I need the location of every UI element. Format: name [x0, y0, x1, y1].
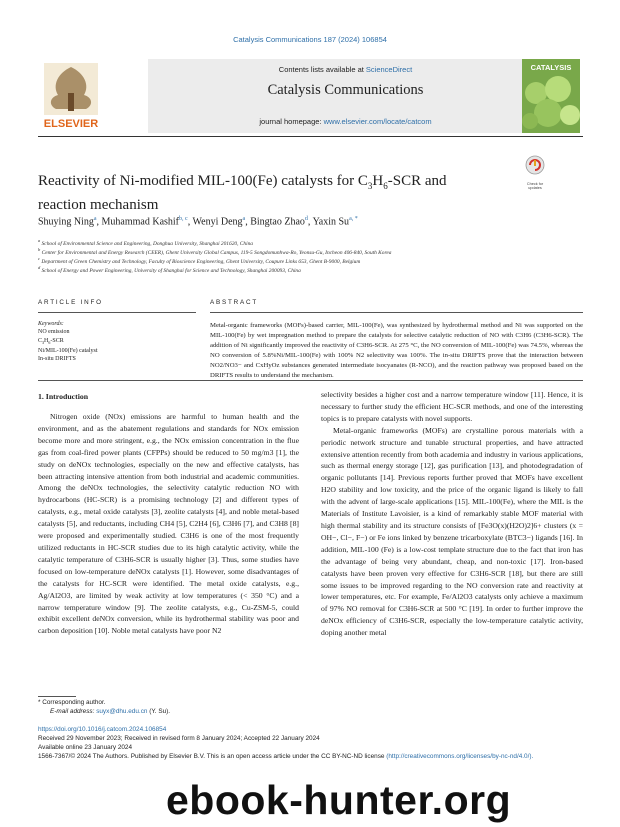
abstract-bottom-rule: [38, 380, 583, 381]
publisher-name: ELSEVIER: [43, 118, 99, 130]
keyword: $C_3H_6$-SCR: [38, 337, 64, 345]
abstract-text: Metal-organic frameworks (MOFs)-based carrier, MIL-100(Fe), was synthesized by hydrothermal method and Ni was supported on the MIL-100(Fe) by wet impregnation method to prepare the catalysts for selective catalytic reduction of NO with C3H6 (C3H6-SCR). The addition of Ni significantly improved the reactivity of C3H6-SCR. At 275 °C, the NO conversion of MIL-100(Fe) was 74.5%, whereas the NO conversion of 5.8%Ni/MIL-100(Fe) with 100% N2 selectivity was 100%. The in-situ DRIFTS prove that the interaction between NO2/NO3− and CxHyOz substances generated intermediate isocyanates (R-NCO), and the reaction pathway was proposed based on the DRIFTS results to understand the mechanism.: [210, 322, 583, 379]
paragraph: Nitrogen oxide (NOx) emissions are harmful to human health and the environment, and as the abatement regulations and standards for NOx emission become more and more stringent, e.g., the NOx emission concentration in the flue gas from coal-fired power plants (CFPPs) should be reduced to 50 mg/m3 [1], the study on deNOx technologies, especially on the new and effective catalysts, has been attracting intensive attention from both industrial and academic communities. Among the deNOx technologies, the selectivity catalytic reduction NO with hydrocarbons (HC-SCR) is a promising technology [2] and different types of catalysts, e.g., metal oxide catalysts [3], zeolite catalysts [4], and noble metal-based catalysts [5], and reductants, including CH4 [5], C2H4 [6], C3H6 [7], and C3H8 [8] were proposed and experimentally studied. C3H6 is one of the most frequently utilized reductants in HC-SCR studies due to its high catalytic activity, while the catalytic temperature of C3H6-SCR is usually higher [3]. Thus, some studies have focused on low-temperature deNOx catalysts [1]. However, some disadvantages of the catalysts for HC-SCR were identified. The metal oxide catalysts, e.g., Ag/Al2O3, are limited by weak activity at low temperatures (< 350 °C) and a narrow temperature window [9]. The zeolite catalysts, e.g., Cu-ZSM-5, could exhibit excellent deNOx conversion, while its hydrothermal stability was poor and carbon deposition [10]. Noble metal catalysts have poor N2: [38, 412, 299, 636]
author-name: Wenyi Deng: [192, 216, 243, 228]
journal-info-box: [148, 59, 543, 133]
keywords-block: [38, 320, 178, 364]
footnote-rule: [38, 696, 76, 697]
affiliation: $^b$ Center for Environmental and Energy Research (CEER), Ghent University Global Campus, 119-5 Songdomunhwa-Ro, Yeonsu-Gu, Incheon 406-840, South Korea: [38, 247, 392, 256]
homepage-link[interactable]: www.elsevier.com/locate/catcom: [323, 117, 432, 126]
sciencedirect-link[interactable]: ScienceDirect: [365, 65, 413, 74]
affiliation: $^d$ School of Energy and Power Engineering, University of Shanghai for Science and Technology, Shanghai 200093, China: [38, 265, 301, 274]
article-title: Reactivity of Ni-modified MIL-100(Fe) catalysts for $C_3H_6$-SCR and reaction mechanism: [38, 173, 447, 213]
author-name: Shuying Ning: [38, 216, 94, 228]
journal-reference-link[interactable]: Catalysis Communications 187 (2024) 106854: [233, 35, 387, 44]
corresponding-author-note: * Corresponding author.: [38, 699, 106, 706]
available-online: Available online 23 January 2024: [38, 744, 133, 751]
journal-header: [38, 59, 583, 133]
homepage-prefix: journal homepage:: [259, 117, 322, 126]
check-for-updates-badge[interactable]: [521, 155, 549, 190]
received-dates: Received 29 November 2023; Received in revised form 8 January 2024; Accepted 22 January 2024: [38, 735, 320, 742]
email-line: E-mail address: suyx@dhu.edu.cn (Y. Su).: [50, 708, 171, 715]
cover-title: CATALYSIS: [530, 63, 572, 72]
paragraph: selectivity besides a higher cost and a narrow temperature window [11]. Hence, it is necessary to further study the efficient HC-SCR methods, and one of the interesting topics is to prepare catalysts with novel supports.: [321, 390, 583, 423]
license-text: 1566-7367/© 2024 The Authors. Published by Elsevier B.V. This is an open access article under the CC BY-NC-ND license (http://creativecommons.org/licenses/by-nc-nd/4.0/).: [38, 753, 534, 760]
elsevier-logo: [38, 59, 104, 133]
check-updates-label: Check for updates: [526, 182, 544, 190]
keyword: NO emission: [38, 329, 70, 336]
author-name: Yaxin Su: [312, 216, 350, 228]
author-name: Muhammad Kashif: [101, 216, 180, 228]
keyword: In-situ DRIFTS: [38, 356, 76, 363]
keyword: Ni/MIL-100(Fe) catalyst: [38, 348, 98, 355]
header-rule: [38, 136, 583, 137]
article-info-rule: [38, 312, 196, 313]
left-column-text: [38, 411, 299, 637]
update-icon: [521, 155, 549, 177]
doi-link[interactable]: https://doi.org/10.1016/j.catcom.2024.106854: [38, 726, 167, 733]
section-heading: 1. Introduction: [38, 392, 89, 401]
watermark: ebook-hunter.org: [166, 777, 512, 823]
keywords-label: Keywords:: [38, 321, 64, 327]
author-name: Bingtao Zhao: [250, 216, 305, 228]
license-link[interactable]: (http://creativecommons.org/licenses/by-nc-nd/4.0/).: [386, 753, 534, 760]
paragraph: Metal-organic frameworks (MOFs) are crystalline porous materials with a periodic network structure and tunable structural properties, and have attracted extensive attention recently from both academia and industry in various applications, such as thermal energy storage [12], gas purification [13], and photodegradation of organic pollutants [14]. Previous reports further proved that MOFs have excellent H2O stability and low toxicity, and the price of the organic ligand is likely to fall with the advent of large-scale applications [15]. MIL-100(Fe), where the MIL is the Materials of Institute Lavoisier, is a kind of remarkably stable MOF material with high thermal stability and its structure consists of [Fe3O(x)(H2O)2]6+ clusters (x = OH−, Cl−, F−) or Fe ions linked by benzene tricarboxylate (BTC3−) ligands [16]. In addition, MIL-100 (Fe) is a low-cost template structure due to the fact that iron has the advantage of being very abundant, cheap, and non-toxic [17]. Iron-based catalysts have been proven very effective for C3H6-SCR [18], but there are still some issues to be improved regarding to the NO conversion rate and reactivity at lower temperatures, etc. For example, Fe/Al2O3 catalysts only achieve a maximum of 97% NO removal for C3H6-SCR at 500 °C [19]. In order to further improve the deNOx efficiency of C3H6-SCR, especially the low-temperature catalytic activity, doping another metal: [321, 425, 583, 638]
email-link[interactable]: suyx@dhu.edu.cn: [96, 708, 148, 715]
right-column-text: [321, 389, 583, 639]
abstract-heading: ABSTRACT: [210, 299, 258, 306]
author-list: Shuying Ning$^a$, Muhammad Kashif$^{b, c}$, Wenyi Deng$^a$, Bingtao Zhao$^d$, Yaxin $Su^{a, *}$: [38, 216, 358, 228]
affiliation: $^c$ Department of Green Chemistry and Technology, Faculty of Bioscience Engineering, Ghent University, Coupure Links 653, Ghent B-9000, Belgium: [38, 256, 361, 265]
article-info-heading: ARTICLE INFO: [38, 299, 103, 306]
affiliation: $^a$ School of Environmental Science and Engineering, Donghua University, Shanghai 201620, China: [38, 238, 253, 247]
journal-cover-image: [522, 59, 580, 133]
contents-prefix: Contents lists available at: [278, 65, 364, 74]
abstract-rule: [210, 312, 583, 313]
journal-name: Catalysis Communications: [267, 82, 424, 98]
